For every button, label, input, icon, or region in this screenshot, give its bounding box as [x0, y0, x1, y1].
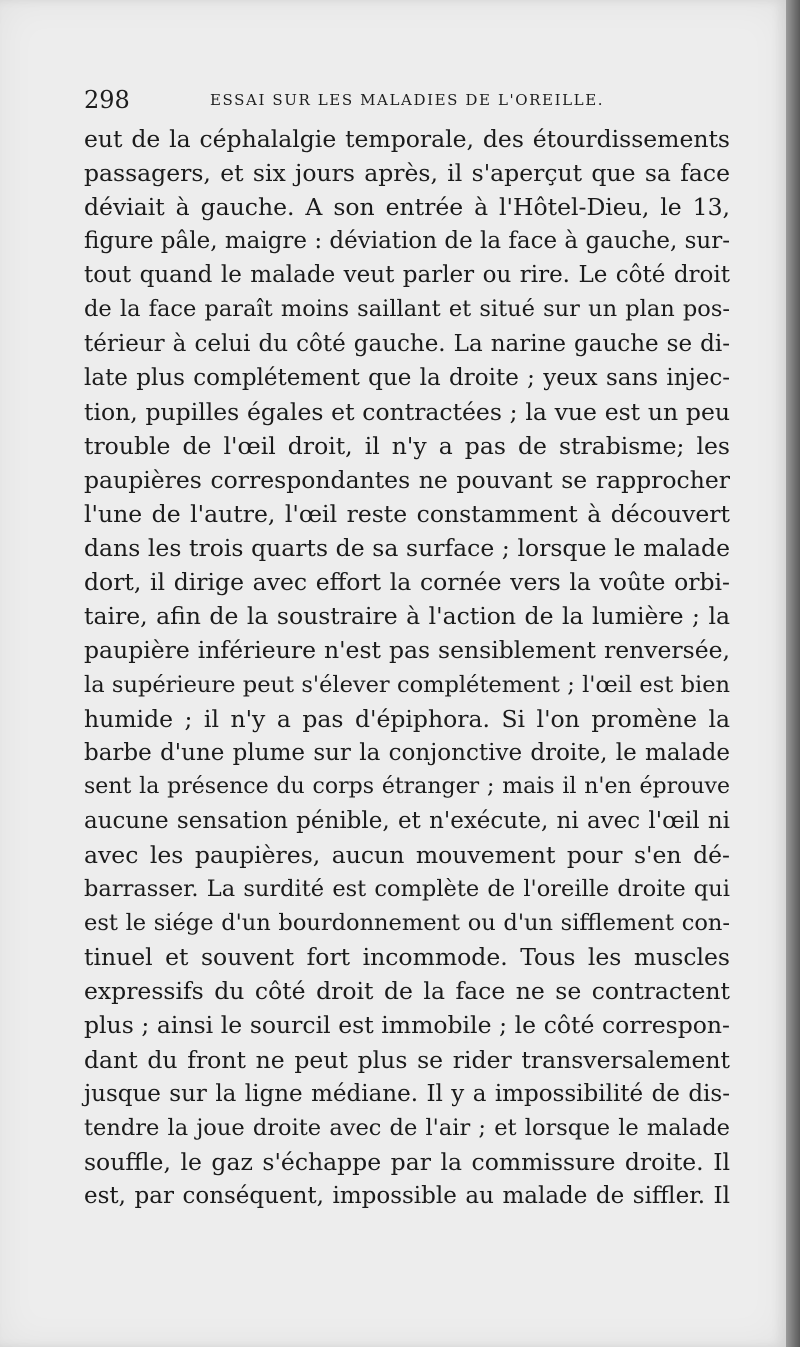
text-line: eut de la céphalalgie temporale, des étourdissements	[84, 125, 730, 153]
text-line: taire, afin de la soustraire à l'action de la lumière ; la	[84, 602, 730, 631]
text-line: paupière inférieure n'est pas sensiblement renversée,	[84, 636, 730, 665]
text-line: paupières correspondantes ne pouvant se rapprocher	[84, 465, 730, 494]
page-header	[84, 86, 724, 116]
text-line: déviait à gauche. A son entrée à l'Hôtel-Dieu, le 13,	[84, 193, 730, 222]
text-line: de la face paraît moins saillant et situé sur un plan pos-	[84, 296, 730, 323]
text-line: humide ; il n'y a pas d'épiphora. Si l'on promène la	[84, 704, 730, 733]
text-line: tinuel et souvent fort incommode. Tous les muscles	[84, 943, 730, 972]
text-line: sent la présence du corps étranger ; mais il n'en éprouve	[84, 773, 730, 799]
text-line: dant du front ne peut plus se rider transversalement	[84, 1045, 730, 1074]
text-line: expressifs du côté droit de la face ne se contractent	[84, 977, 730, 1006]
text-line: passagers, et six jours après, il s'aperçut que sa face	[84, 159, 730, 188]
text-line: la supérieure peut s'élever complétement ; l'œil est bien	[84, 671, 730, 698]
text-line: aucune sensation pénible, et n'exécute, ni avec l'œil ni	[84, 807, 730, 834]
page-edge-shadow	[786, 0, 800, 1347]
running-title: ESSAI SUR LES MALADIES DE L'OREILLE.	[210, 91, 605, 109]
text-line: dort, il dirige avec effort la cornée vers la voûte orbi-	[84, 568, 730, 597]
text-line: barrasser. La surdité est complète de l'oreille droite qui	[84, 876, 730, 903]
text-line: dans les trois quarts de sa surface ; lorsque le malade	[84, 534, 730, 563]
body-text	[84, 122, 730, 1213]
text-line: tout quand le malade veut parler ou rire. Le côté droit	[84, 262, 730, 289]
text-line: trouble de l'œil droit, il n'y a pas de strabisme; les	[84, 431, 730, 460]
text-line: barbe d'une plume sur la conjonctive droite, le malade	[84, 739, 730, 766]
text-line: est le siége d'un bourdonnement ou d'un sifflement con-	[84, 910, 730, 937]
text-line: térieur à celui du côté gauche. La narine gauche se di-	[84, 330, 730, 357]
text-line: plus ; ainsi le sourcil est immobile ; le côté correspon-	[84, 1011, 730, 1040]
text-line: avec les paupières, aucun mouvement pour s'en dé-	[84, 840, 730, 869]
text-line: figure pâle, maigre : déviation de la face à gauche, sur-	[84, 228, 730, 255]
text-line: tendre la joue droite avec de l'air ; et lorsque le malade	[84, 1114, 730, 1141]
text-line: jusque sur la ligne médiane. Il y a impossibilité de dis-	[84, 1080, 730, 1107]
text-line: est, par conséquent, impossible au malade de siffler. Il	[84, 1182, 730, 1209]
page-number: 298	[84, 86, 130, 114]
text-line: l'une de l'autre, l'œil reste constamment à découvert	[84, 500, 730, 529]
text-line: tion, pupilles égales et contractées ; la vue est un peu	[84, 397, 730, 426]
text-line: souffle, le gaz s'échappe par la commissure droite. Il	[84, 1147, 730, 1176]
text-line: late plus complétement que la droite ; yeux sans injec-	[84, 364, 730, 391]
